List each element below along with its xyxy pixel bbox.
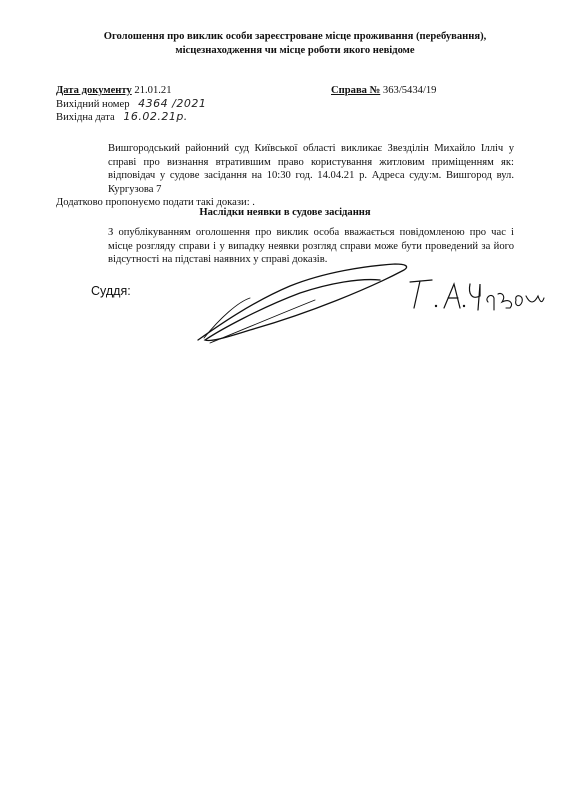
date-label: Дата документу [56, 85, 132, 96]
case-value: 363/5434/19 [382, 85, 437, 96]
outgoing-number-label: Вихідний номер [56, 99, 130, 110]
outgoing-date-label: Вихідна дата [56, 112, 115, 123]
judge-signature [190, 258, 430, 358]
judge-label: Суддя: [91, 284, 131, 298]
summons-paragraph: Вишгородський районний суд Київської області викликає Звезділін Михайло Ілліч у справі про визнання втратившим право користування житловим приміщенням як: відповідач у судове засідання на 10:30 год. 14.04.21 р. Адреса суду:м. Вишгород вул. Кургузова 7 [108, 143, 514, 195]
evidence-paragraph: Додатково пропонуємо подати такі докази: . [56, 197, 255, 208]
date-value: 21.01.21 [134, 85, 172, 96]
outgoing-number-value: 4364 /2021 [138, 97, 207, 110]
consequences-heading: Наслідки неявки в судове засідання [199, 207, 371, 218]
summons-text [56, 142, 514, 210]
title-line-1: Оголошення про виклик особи зареєстроване місце проживання (перебування), [103, 31, 487, 42]
consequences-paragraph: З опублікуванням оголошення про виклик особа вважається повідомленою про час і місце розгляду справи і у випадку неявки розгляд справи може бути проведений за його відсутності на підставі наявних у справі доказів. [108, 227, 514, 265]
title-line-2: місцезнаходження чи місце роботи якого невідоме [175, 45, 415, 56]
outgoing-date-value: 16.02.21р. [123, 110, 188, 123]
document-meta [56, 84, 206, 123]
document-title [60, 30, 530, 58]
case-label: Справа № [331, 85, 381, 96]
case-number [331, 84, 436, 97]
judge-name-handwriting [402, 270, 552, 315]
